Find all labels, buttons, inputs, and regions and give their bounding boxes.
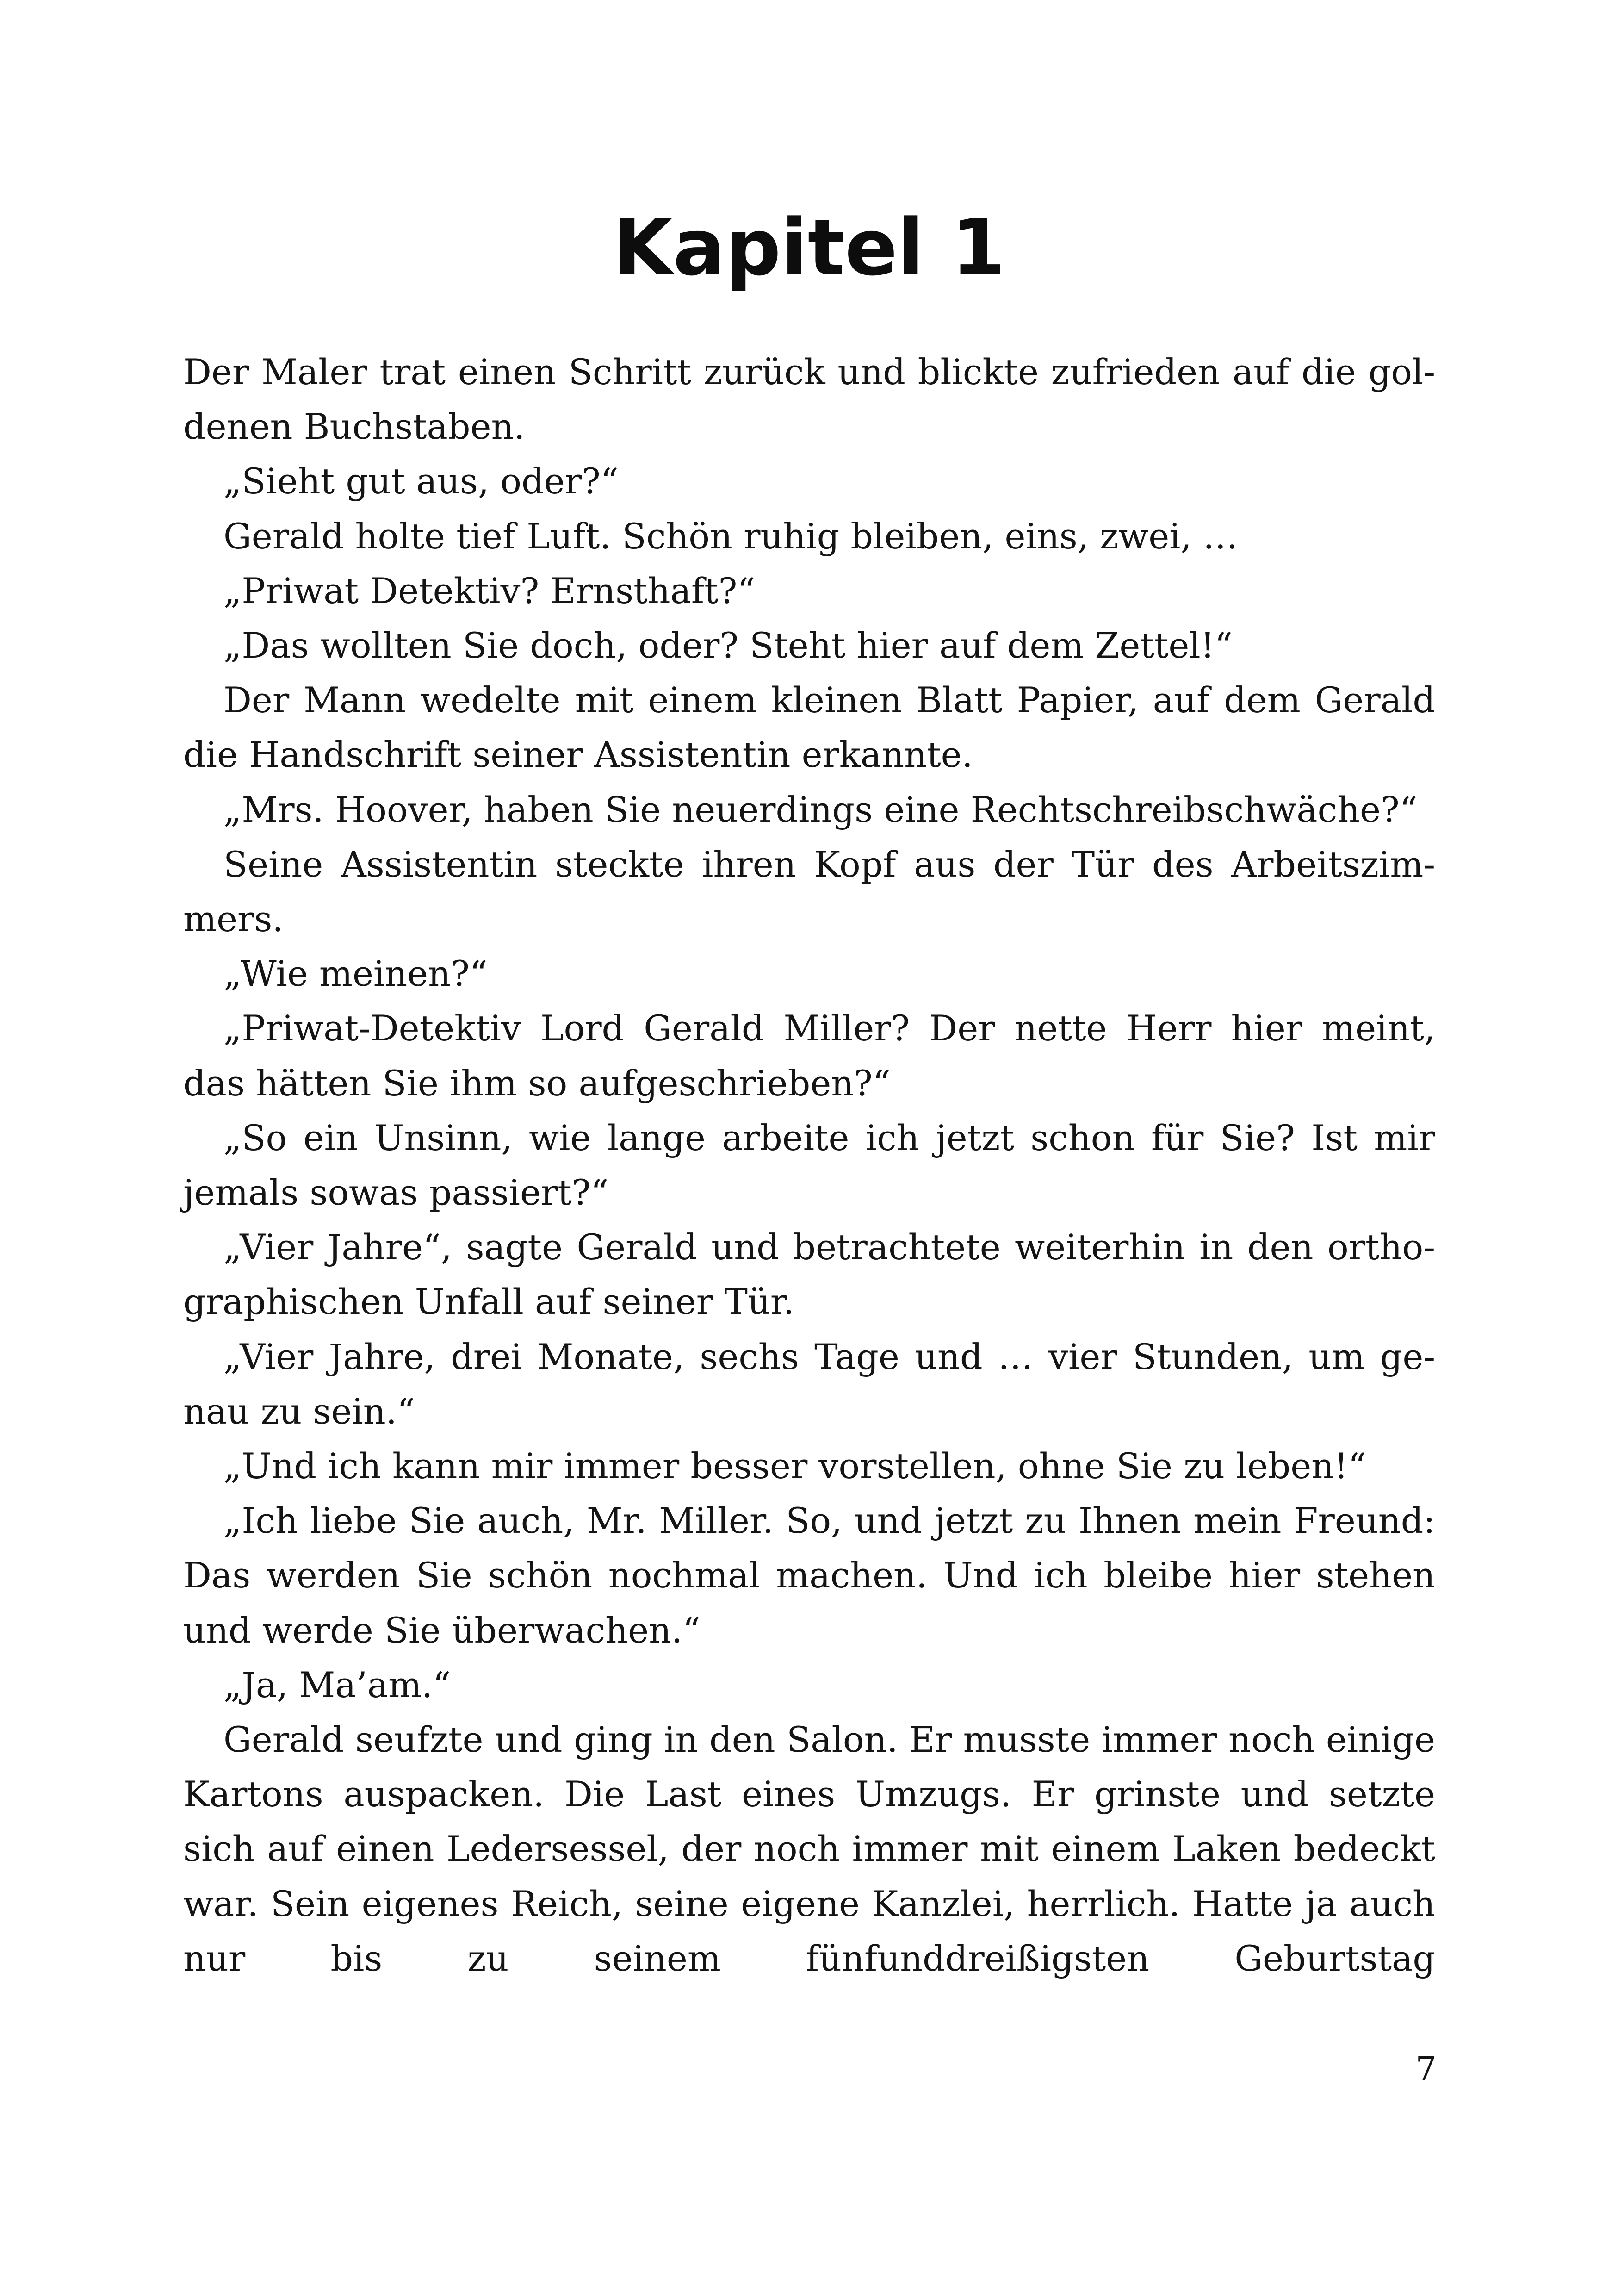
paragraph: Gerald holte tief Luft. Schön ruhig bleiben, eins, zwei, …: [223, 515, 1238, 557]
paragraph: „Vier Jahre, drei Monate, sechs Tage und … vier Stunden, um genau zu sein.“: [183, 1336, 1435, 1432]
paragraph: Gerald seufzte und ging in den Salon. Er musste immer noch einige Kartons auspacken. Die Last eines Umzugs. Er grinste und setzte sich auf einen Ledersessel, der noch immer mit einem Laken bedeckt war. Sein eigenes Reich, seine eigene Kanzlei, herrlich. Hatte ja auch nur bis zu seinem fünfunddreißigsten Geburtstag: [183, 1719, 1435, 1979]
paragraph: Der Mann wedelte mit einem kleinen Blatt Papier, auf dem Gerald die Handschrift seiner Assistentin erkannte.: [183, 679, 1435, 776]
paragraph: „Sieht gut aus, oder?“: [223, 460, 619, 502]
paragraph: „Priwat-Detektiv Lord Gerald Miller? Der nette Herr hier meint, das hätten Sie ihm so aufgeschrieben?“: [183, 1008, 1435, 1104]
paragraph: Der Maler trat einen Schritt zurück und blickte zufrieden auf die goldenen Buchstaben.: [183, 351, 1435, 448]
paragraph: „Wie meinen?“: [223, 953, 488, 995]
page-number: 7: [1415, 2049, 1437, 2088]
paragraph: „Mrs. Hoover, haben Sie neuerdings eine Rechtschreibschwäche?“: [223, 789, 1418, 830]
paragraph: „So ein Unsinn, wie lange arbeite ich jetzt schon für Sie? Ist mir jemals sowas passiert?“: [183, 1117, 1435, 1213]
paragraph: „Vier Jahre“, sagte Gerald und betrachtete weiterhin in den orthographischen Unfall auf seiner Tür.: [183, 1226, 1435, 1323]
paragraph: „Das wollten Sie doch, oder? Steht hier auf dem Zettel!“: [223, 625, 1233, 666]
paragraph: „Und ich kann mir immer besser vorstellen, ohne Sie zu leben!“: [223, 1445, 1366, 1487]
chapter-body: [183, 345, 1435, 1986]
chapter-title: Kapitel 1: [613, 202, 1005, 293]
paragraph: „Priwat Detektiv? Ernsthaft?“: [223, 570, 756, 611]
paragraph: „Ich liebe Sie auch, Mr. Miller. So, und jetzt zu Ihnen mein Freund: Das werden Sie schön nochmal machen. Und ich bleibe hier stehen und werde Sie überwachen.“: [183, 1500, 1435, 1651]
paragraph: „Ja, Ma’am.“: [223, 1664, 451, 1705]
paragraph: Seine Assistentin steckte ihren Kopf aus der Tür des Arbeitszimmers.: [183, 843, 1435, 940]
